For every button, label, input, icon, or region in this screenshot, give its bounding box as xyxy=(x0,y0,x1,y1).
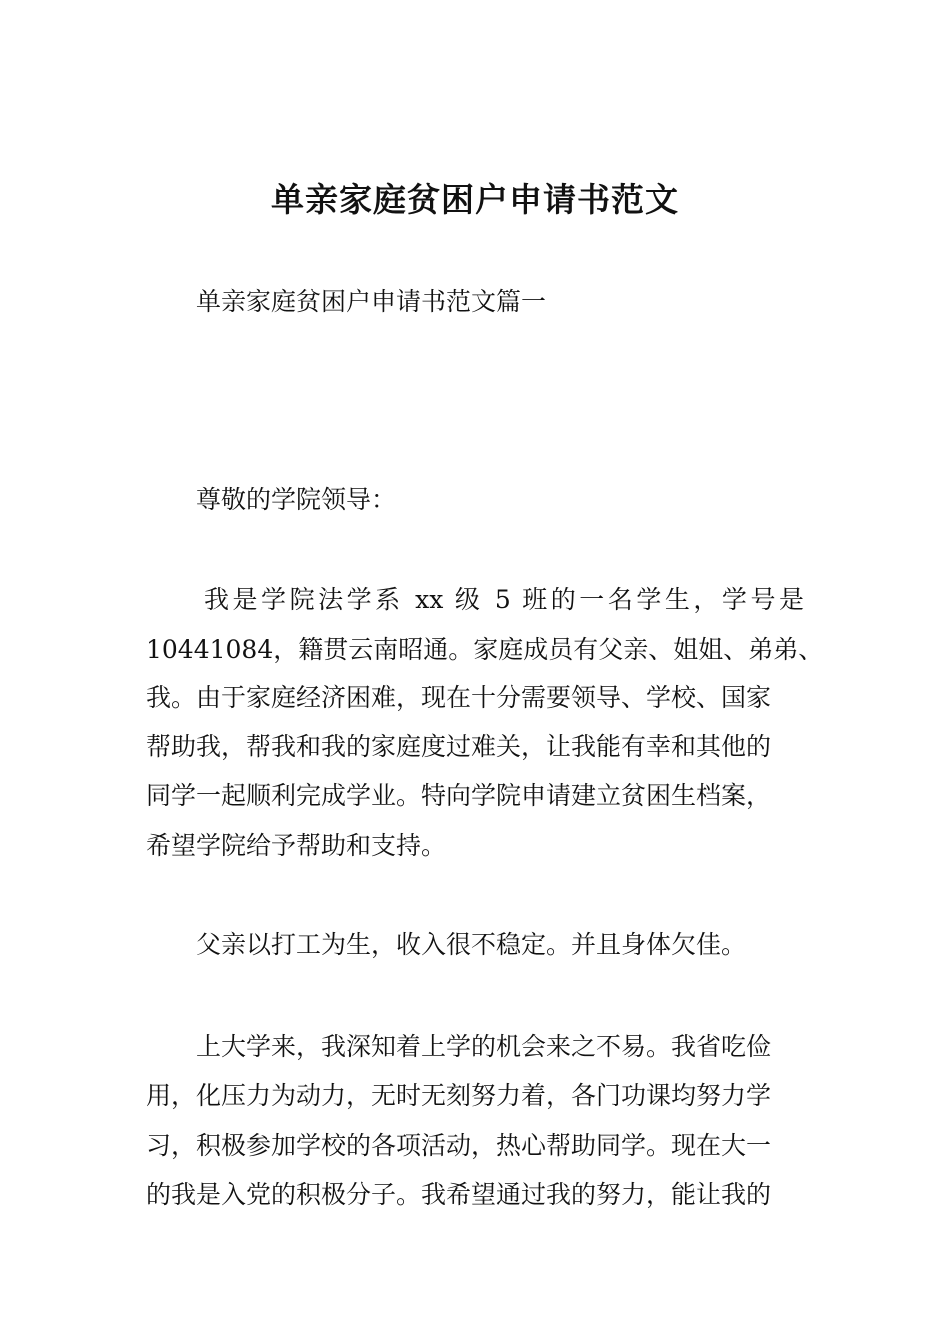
paragraph-line: 10441084，籍贯云南昭通。家庭成员有父亲、姐姐、弟弟、 xyxy=(146,635,824,664)
paragraph-line: 我。由于家庭经济困难，现在十分需要领导、学校、国家 xyxy=(146,683,772,712)
paragraph-line: 父亲以打工为生，收入很不稳定。并且身体欠佳。 xyxy=(196,930,747,959)
paragraph-line: 用，化压力为动力，无时无刻努力着，各门功课均努力学 xyxy=(146,1081,772,1110)
paragraph-line: 希望学院给予帮助和支持。 xyxy=(146,831,447,860)
paragraph-line: 上大学来，我深知着上学的机会来之不易。我省吃俭 xyxy=(196,1032,772,1061)
paragraph-line: 帮助我，帮我和我的家庭度过难关，让我能有幸和其他的 xyxy=(146,732,772,761)
salutation: 尊敬的学院领导： xyxy=(196,485,397,514)
paragraph-line: 同学一起顺利完成学业。特向学院申请建立贫困生档案， xyxy=(146,781,772,810)
document-title: 单亲家庭贫困户申请书范文 xyxy=(271,180,679,219)
paragraph-line: 我是学院法学系 xx 级 5 班的一名学生，学号是 xyxy=(204,585,804,614)
document-subtitle: 单亲家庭贫困户申请书范文篇一 xyxy=(196,287,547,316)
paragraph-line: 习，积极参加学校的各项活动，热心帮助同学。现在大一 xyxy=(146,1131,772,1160)
paragraph-line: 的我是入党的积极分子。我希望通过我的努力，能让我的 xyxy=(146,1180,772,1209)
